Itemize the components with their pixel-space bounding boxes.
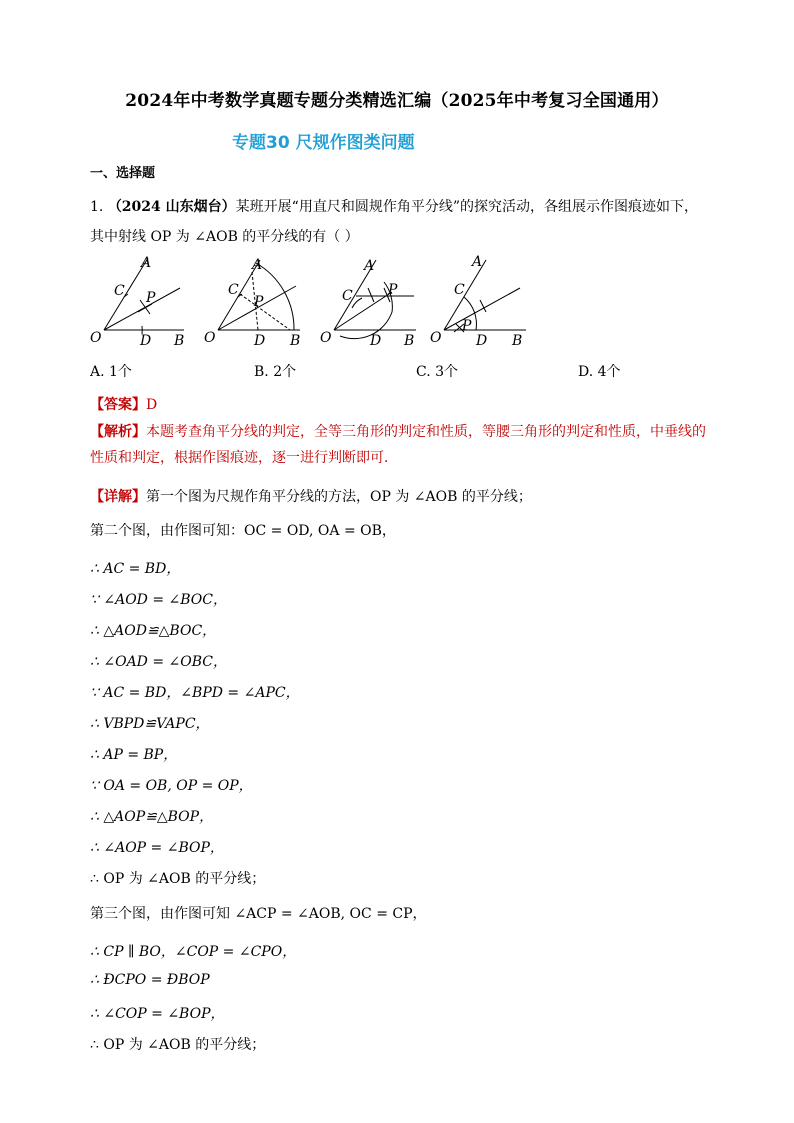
figure-3 xyxy=(318,250,430,350)
cross-mark-2 xyxy=(480,300,486,312)
question-source: （2024 山东烟台） xyxy=(107,199,236,215)
detail-tag: 【详解】 xyxy=(90,489,146,505)
label-c: C xyxy=(114,283,125,299)
label-d: D xyxy=(476,333,488,349)
detail-first: 第一个图为尺规作角平分线的方法，OP 为 ∠AOB 的平分线； xyxy=(146,489,532,505)
step-line: ∴ △AOP≌△BOP， xyxy=(90,809,214,825)
step-line: ∴ CP ∥ BO，∠COP = ∠CPO， xyxy=(90,944,297,960)
question-line-1 xyxy=(90,196,698,216)
step-line: ∵ OA = OB, OP = OP， xyxy=(90,778,253,794)
label-b: B xyxy=(512,333,523,349)
arc-marks xyxy=(368,288,390,302)
step-line: ∴ ∠COP = ∠BOP， xyxy=(90,1006,225,1022)
label-d: D xyxy=(140,333,152,349)
answer-tag: 【答案】 xyxy=(90,397,146,413)
analysis-text: 本题考查角平分线的判定，全等三角形的判定和性质，等腰三角形的判定和性质，中垂线的性质和判定，根据作图痕迹，逐一进行判断即可． xyxy=(90,424,706,466)
label-o: O xyxy=(204,330,216,346)
analysis-tag: 【解析】 xyxy=(90,424,146,440)
step-line: ∵ AC = BD，∠BPD = ∠APC， xyxy=(90,685,300,701)
label-p: P xyxy=(462,318,472,334)
label-c: C xyxy=(228,282,239,298)
detail-line xyxy=(90,486,532,506)
label-o: O xyxy=(430,330,442,346)
label-d: D xyxy=(254,333,266,349)
document-title: 2024年中考数学真题专题分类精选汇编（2025年中考复习全国通用） xyxy=(125,91,669,111)
step-line: ∴ AC = BD， xyxy=(90,561,181,577)
choice-a[interactable]: A. 1个 xyxy=(90,364,132,380)
answer-line xyxy=(90,394,157,414)
answer-value: D xyxy=(146,397,158,413)
label-a: A xyxy=(141,255,152,271)
step-line: ∴ AP = BP， xyxy=(90,747,178,763)
label-c: C xyxy=(342,288,353,304)
question-text-1: 某班开展“用直尺和圆规作角平分线”的探究活动，各组展示作图痕迹如下， xyxy=(235,199,698,215)
step-line: ∴ OP 为 ∠AOB 的平分线； xyxy=(90,1037,266,1053)
question-number: 1. xyxy=(90,199,104,215)
step-line: ∴ VBPD≌VAPC， xyxy=(90,716,210,732)
figure-4 xyxy=(428,250,540,350)
label-c: C xyxy=(454,282,465,298)
step-line: ∴ ÐCPO = ÐBOP xyxy=(90,972,210,988)
label-p: P xyxy=(254,294,264,310)
figure-2 xyxy=(202,250,314,350)
question-line-2: 其中射线 OP 为 ∠AOB 的平分线的有（ ） xyxy=(90,229,359,245)
step-line: ∴ OP 为 ∠AOB 的平分线； xyxy=(90,871,266,887)
step-line: 第三个图，由作图可知 ∠ACP = ∠AOB, OC = CP， xyxy=(90,906,427,922)
choice-b[interactable]: B. 2个 xyxy=(254,364,297,380)
segment-cb xyxy=(240,294,290,330)
step-line: 第二个图，由作图可知：OC = OD, OA = OB， xyxy=(90,523,396,539)
label-a: A xyxy=(252,257,263,273)
label-b: B xyxy=(174,333,185,349)
analysis-paragraph xyxy=(90,419,710,471)
step-line: ∴ ∠OAD = ∠OBC， xyxy=(90,654,227,670)
step-line: ∵ ∠AOD = ∠BOC， xyxy=(90,592,227,608)
arc-c xyxy=(352,298,362,308)
choice-d[interactable]: D. 4个 xyxy=(578,364,621,380)
step-line: ∴ △AOD≌△BOC， xyxy=(90,623,217,639)
label-b: B xyxy=(404,333,415,349)
label-a: A xyxy=(364,258,375,274)
figure-1 xyxy=(88,250,198,350)
label-a: A xyxy=(472,254,483,270)
label-d: D xyxy=(370,333,382,349)
step-line: ∴ ∠AOP = ∠BOP， xyxy=(90,840,224,856)
label-p: P xyxy=(146,290,156,306)
label-o: O xyxy=(90,330,102,346)
section-heading: 一、选择题 xyxy=(90,166,156,181)
label-o: O xyxy=(320,330,332,346)
topic-title: 专题30 尺规作图类问题 xyxy=(232,133,415,153)
label-b: B xyxy=(290,333,301,349)
choice-c[interactable]: C. 3个 xyxy=(416,364,459,380)
label-p: P xyxy=(388,282,398,298)
